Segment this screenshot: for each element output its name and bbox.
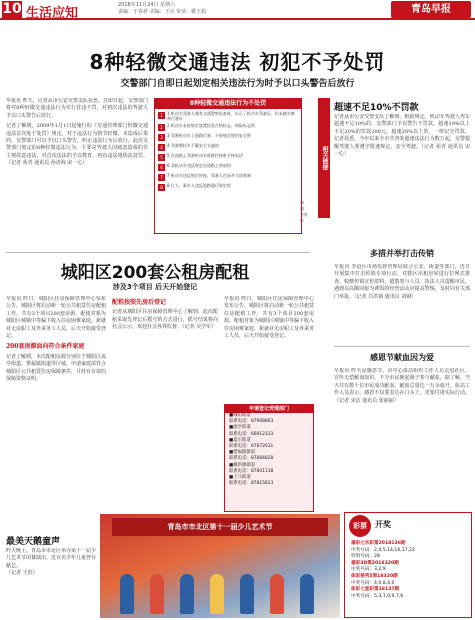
violation-list-box — [154, 98, 302, 234]
lottery-row: 体彩七星彩第18137期 — [351, 587, 400, 593]
story2-body-b: 记者从城阳区住房保障管理中心了解到，此次配租采取先登记后摇号的方式进行，摇号结果将向社会公示，欢迎社会各界监督。（记者 吴学军） — [112, 309, 218, 331]
right-story2-headline: 感恩节献血因为爱 — [370, 353, 434, 362]
list-item: 2 2 机动车未按规定放置检验合格标志、保险标志的 — [158, 123, 298, 131]
divider — [334, 346, 470, 347]
child-figure — [300, 574, 314, 614]
story2-subhead-b: 配租按照先房后登记 — [112, 299, 167, 306]
newspaper-logo: 青岛早报 — [391, 1, 471, 18]
lottery-title: 开奖 — [375, 520, 391, 529]
related-body: 记者从市公安交警支队了解到，根据规定，机动车驾驶人驾车超速不足10%的，交警部门予以警告不罚款。超速10%以上不足20%的罚款200元。超速20%以上的，一律记分罚款。记者获悉，今年以来全市共查处超速违法行为数万起，交警提醒驾驶人要遵守限速规定，安全驾驶。（记者 苑青 通讯员 宋一心） — [334, 114, 470, 158]
info-line: 联系电话：87908863 — [229, 419, 274, 425]
section-accent: 应知 — [52, 6, 79, 21]
lottery-row: 中奖号码：4,0,8,4,0 — [351, 580, 395, 586]
editors-line: 责编：于春祥 美编：王亮 审读：姚玉娟 — [118, 9, 207, 15]
story2-col1 — [6, 296, 106, 510]
date-line: 2018年11月24日 星期六 — [118, 2, 176, 8]
lottery-row: 体彩排列5第18320期 — [351, 573, 398, 579]
story2-col2 — [112, 296, 218, 510]
registration-info-box — [224, 404, 314, 512]
info-line: 联系电话：66912333 — [229, 431, 274, 437]
info-line: ■上马街道 — [229, 475, 251, 481]
info-line: 联系电话：87801138 — [229, 468, 274, 474]
bottom-caption: （记者 王滨） — [6, 570, 38, 577]
list-item: 5 5 在道路上驾驶机动车时拨打接听手持电话 — [158, 153, 298, 161]
info-line: 联系电话：87884828 — [229, 456, 274, 462]
story1-body — [6, 98, 148, 254]
lottery-row: 中奖号码：5,3,1,0,9,7,6 — [351, 593, 404, 599]
children-performance-photo — [100, 514, 340, 618]
story2-lead: 早报讯 昨日，城阳区住房保障管理中心发布公告，城阳区将启动新一轮公共租赁住房配租工作，共有3个项目200套房源，配租对象为城阳区城镇中等偏下收入住房困难家庭、新就业无房职工及外来务工人员，后天开始接受登记。 — [6, 296, 106, 340]
lottery-badge: 彩票 — [349, 515, 371, 537]
bottom-headline: 最美天鹅童声 — [6, 537, 61, 547]
list-box-source: 制图：宋维维 — [300, 200, 308, 223]
section-name: 生活 — [26, 6, 53, 21]
lottery-row: 中奖号码：3,2,9 — [351, 567, 386, 573]
info-line: ■惜福镇街道 — [229, 450, 256, 456]
info-line: ■城阳街道 — [229, 413, 251, 418]
lottery-row: 中奖号码：2,4,5,14,16,17,22 — [351, 547, 415, 553]
list-item: 8 8 行人、乘车人违反道路通行规定的 — [158, 183, 298, 191]
related-link-label: 相关链接 — [318, 98, 330, 218]
page-number: 10 — [2, 1, 22, 17]
story2-headline: 城阳区200套公租房配租 — [60, 263, 250, 283]
story2-body-a: 记者了解到，本次配租房源分别位于城阳区流亭街道、惜福镇街道等区域。申请家庭需符合城阳区公共租赁住房保障条件，并持有有效的保障资格证明。 — [6, 353, 106, 383]
right-story1-headline: 多措并举打击传销 — [370, 249, 434, 258]
right-story1-body: 早报讯 李沧区市场监督管理局联合公安、街道等部门，近日开展集中打击传销专项行动，对辖区出租房屋进行拉网式排查，收缴传销宣传资料，遣散参与人员。执法人员提醒市民，遇到以高额回报为诱饵的经营活动应提高警惕，及时向有关部门举报。（记者 吕洪钢 通讯员 刘钢） — [334, 264, 470, 300]
child-figure — [120, 574, 134, 614]
lottery-results-box — [344, 512, 472, 618]
child-figure — [270, 574, 284, 614]
lottery-row: 特别号码：28 — [351, 554, 380, 560]
info-box-title: 申请登记受理部门 — [225, 405, 313, 413]
story2-subhead: 涉及3个项目 后天开始登记 — [112, 283, 198, 291]
info-line: ■流亭街道 — [229, 425, 251, 431]
story1-lead: 早报讯 昨天，记者从市公安交警支队获悉，自即日起，交警部门将对8种轻微交通违法行为实行首违不罚，对初次违法的驾驶人予以口头警告后放行。 — [6, 98, 148, 119]
list-item: 3 3 驾驶机动车上道路行驶，不按规定使用安全带 — [158, 133, 298, 141]
story2-col3: 早报讯 昨日，城阳区住房保障管理中心发布公告，城阳区将启动新一轮公共租赁住房配租工作，共有3个项目200套房源，配租对象为城阳区城镇中等偏下收入住房困难家庭、新就业无房职工及外来务工人员，后天开始接受登记。 — [224, 296, 314, 340]
child-figure — [150, 574, 164, 614]
list-item: 7 7 机动车违反规定停放，驾驶人在场并立即驶离 — [158, 173, 298, 181]
header-meta — [118, 2, 206, 16]
list-item: 4 4 驾驶摩托车不戴安全头盔的 — [158, 143, 298, 151]
list-item: 6 6 非机动车违反规定在道路上停放的 — [158, 163, 298, 171]
photo-banner: 青岛市市北区第十一届少儿艺术节 — [112, 518, 328, 536]
lottery-list — [351, 541, 467, 600]
child-figure — [180, 574, 194, 614]
info-line: ■棘洪滩街道 — [229, 462, 256, 468]
list-item: 1 1 机动车驾驶人遇有交通警察检查时，出示了机动车驾驶证，但未随车携带行驶证 — [158, 111, 298, 121]
info-line: ■夏庄街道 — [229, 437, 251, 443]
section-title — [26, 2, 78, 21]
child-figure — [210, 574, 224, 614]
lottery-row: 福彩3D第2018320期 — [351, 560, 399, 566]
story2-subhead-a: 200套房源面向符合条件家庭 — [6, 343, 85, 351]
story1-text: 记者了解到，2009年1月1日起施行的《交通管理部门轻微交通违法首次免于处罚》规定，对于违法行为情节轻微、未造成后果的，交警部门可以予以口头警告，纠正违法行为后放行。此次交警部门划定的8种轻微违法行为，主要是驾驶人因疏忽造成的非主观故意违法，对首次违法的予以教育，再次违法将依法处罚。（记者 苑青 通讯员 孙清海 宋一心） — [6, 123, 148, 167]
divider — [6, 252, 310, 253]
bottom-text: 昨天晚上，青岛市市北区举办第十一届少儿艺术节闭幕演出，近百名少年儿童登台献艺。 — [6, 548, 96, 569]
related-headline: 超速不足10%不罚款 — [334, 103, 419, 113]
right-story2-body: 早报讯 昨天是感恩节，市中心血站组织工作人员走进社区，宣传无偿献血知识，不少市民挽起袖子参与献血。据了解，当天共有数十位市民成功献血，献血总量达一万余毫升。血站工作人员表示，感恩不仅要表达在口头上，更要付诸实际行动。（记者 宋洁 通讯员 张丽丽） — [334, 368, 470, 404]
page-header — [0, 0, 475, 20]
child-figure — [240, 574, 254, 614]
bottom-body — [6, 548, 96, 618]
info-line: 联系电话：87815823 — [229, 481, 274, 487]
main-subhead: 交警部门自即日起划定相关违法行为时予以口头警告后放行 — [120, 79, 355, 89]
list-box-title: 8种轻微交通违法行为不处罚 — [155, 99, 301, 109]
lottery-row: 福彩七乐彩第2018136期 — [351, 541, 406, 546]
info-line: 联系电话：87872631 — [229, 444, 274, 450]
main-headline: 8种轻微交通违法 初犯不予处罚 — [89, 50, 386, 74]
